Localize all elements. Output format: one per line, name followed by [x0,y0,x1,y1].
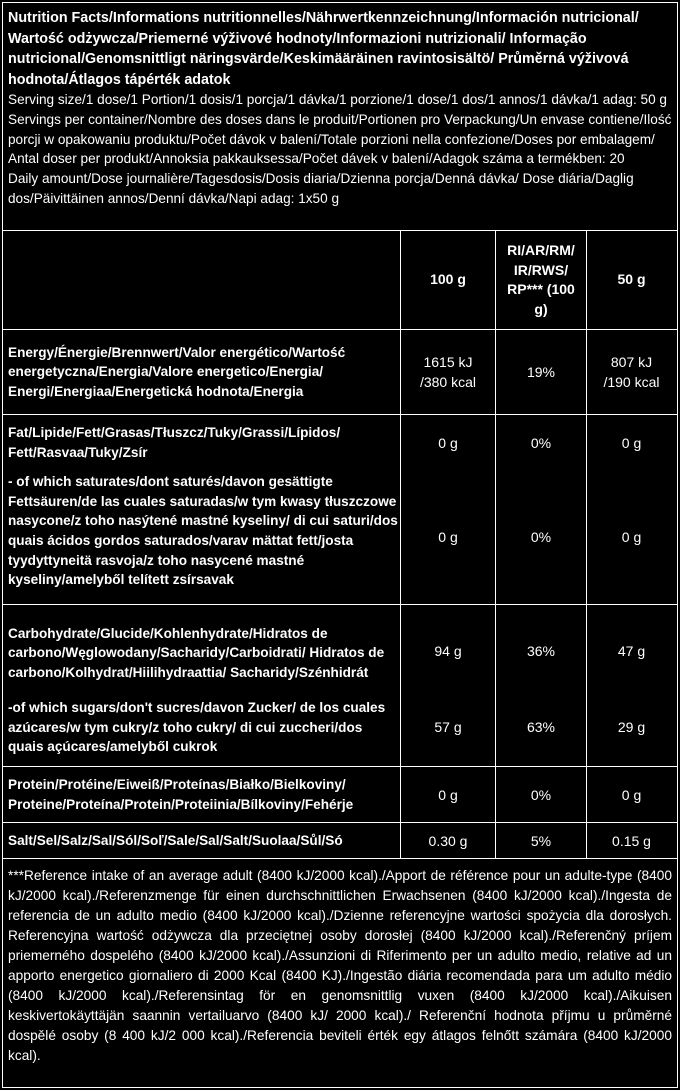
row-saturates-50g: 0 g [621,529,642,545]
row-sugars-label: -of which sugars/don't sucres/davon Zucker/ de los cuales azúcares/w tym cukry/z toho cukry/ di cui zuccheri/dos quais açúcares/amelyből cukrok [8,700,386,755]
row-energy-100g [401,330,495,414]
label-title: Nutrition Facts/Informations nutritionnelles/Nährwertkennzeichnung/Información nutricional/ Wartość odżywcza/Priemerné výživové hodnoty/Informazioni nutrizionali/ Informação nutricional/Genomsnittligt näringsvärde/Keskimääräinen ravintosisältö/ Průměrná výživová hodnota/Átlagos tápérték adatok [8,10,639,88]
row-protein-50g: 0 g [621,786,642,803]
row-sugars-ri: 63% [526,719,556,735]
divider [2,858,678,859]
energy-100g-value: 1615 kJ /380 kcal [419,354,477,390]
column-header-50g: 50 g [617,271,646,288]
row-saturates-ri: 0% [530,529,552,545]
row-protein-ri: 0% [530,786,552,803]
row-salt-50g: 0.15 g [612,832,651,849]
row-sugars-100g: 57 g [434,719,462,735]
servings-per-container: Servings per container/Nombre des doses dans le produit/Portionen pro Verpackung/Un envase contiene/Ilość porcji w opakowaniu produktu/Počet dávok v balení/Totale porzioni nella confezione/Doses por embalagem/ Antal doser per produkt/Annoksia pakkauksessa/Počet dávek v balení/Adagok száma a termékben: 20 [8,111,672,167]
row-salt-ri: 5% [530,832,552,849]
divider [2,604,678,605]
serving-size: Serving size/1 dose/1 Portion/1 dosis/1 porcja/1 dávka/1 porzione/1 dose/1 dos/1 annos/1 dávka/1 adag: 50 g [8,92,667,107]
column-header-ri-text: RI/AR/RM/ IR/RWS/ RP*** (100 g) [507,242,575,317]
energy-50g-value: 807 kJ /190 kcal [603,354,660,390]
row-carbohydrate-ri: 36% [526,643,556,659]
daily-amount: Daily amount/Dose journalière/Tagesdosis/Dosis diaria/Dzienna porcja/Denná dávka/ Dose diária/Daglig dos/Päivittäinen annos/Denní dávka/Napi adag: 1x50 g [8,171,634,206]
reference-intake-footnote: ***Reference intake of an average adult (8400 kJ/2000 kcal)./Apport de référence pour un adulte-type (8400 kJ/2000 kcal)./Referenzmenge für einen durchschnittlichen Erwachsenen (8400 kJ/2000 kcal)./Ingesta de referencia de un adulto medio (8400 kJ/2000 kcal)./Dzienne referencyjne wartości spożycia dla dorosłych. Referencyjna wartość odżywcza dla przeciętnej osoby dorosłej (8400 kJ/2000 kcal)./Referenčný príjem priemerného dospelého (8400 kJ/2000 kcal)./Assunzioni di Riferimento per un adulto medio, relative ad un apporto energetico giornaliero di 2000 Kcal (8400 KJ)./Ingestão diária recomendada para um adulto médio (8400 kJ/2000 kcal)./Referensintag för en genomsnittlig vuxen (8400 kJ/2000 kcal)./Aikuisen keskivertokäyttäjän saannin vertailuarvo (8400 kJ/ 2000 kcal)./ Referenční hodnota příjmu u průměrné dospělé osoby (8 400 kJ/2 000 kcal)./Referencia beviteli érték egy átlagos felnőtt számára (8400 kJ/2000 kcal). [8,868,672,1063]
row-carbohydrate-label: Carbohydrate/Glucide/Kohlenhydrate/Hidratos de carbono/Węglowodany/Sacharidy/Carboidrati/ Hidratos de carbono/Kolhydrat/Hiilihydraattia/ Sacharidy/Szénhidrát [8,625,385,680]
row-saturates-100g: 0 g [438,529,458,545]
row-protein-label: Protein/Protéine/Eiweiß/Proteínas/Białko/Bielkoviny/ Proteine/Proteína/Protein/Proteiinia/Bílkoviny/Fehérje [8,776,354,812]
row-fat-ri: 0% [530,435,552,451]
row-salt-label: Salt/Sel/Salz/Sal/Sól/Soľ/Sale/Sal/Salt/Suolaa/Sůl/Só [8,832,343,848]
row-energy-50g [587,330,676,414]
row-protein-100g: 0 g [438,786,458,803]
row-saturates-label: - of which saturates/dont saturés/davon gesättigte Fettsäuren/de las cuales saturadas/w tym kwasy tłuszczowe nasycone/z toho nasýtené mastné kyseliny/ di cui saturi/dos quais ácidos gordos saturados/varav mättat fett/josta tyydyttyneitä rasvoja/z toho nasycené mastné kyseliny/amelyből telített zsírsavak [8,474,398,588]
row-energy-ri: 19% [526,364,556,380]
row-carbohydrate-50g: 47 g [617,643,646,659]
row-energy-label: Energy/Énergie/Brennwert/Valor energético/Wartość energetyczna/Energia/Valore energetico/Energia/ Energi/Energiaa/Energetická hodnota/Energia [8,344,346,399]
divider [2,414,678,415]
row-carbohydrate-100g: 94 g [434,643,462,659]
column-header-100g: 100 g [430,271,466,288]
row-salt-100g: 0.30 g [428,832,468,849]
row-fat-100g: 0 g [438,435,458,451]
row-fat-label: Fat/Lipide/Fett/Grasas/Tłuszcz/Tuky/Grassi/Lípidos/ Fett/Rasvaa/Tuky/Zsír [8,425,341,460]
row-fat-50g: 0 g [621,435,642,451]
row-sugars-50g: 29 g [617,719,646,735]
column-header-ri [496,231,586,329]
label-header [8,8,672,209]
